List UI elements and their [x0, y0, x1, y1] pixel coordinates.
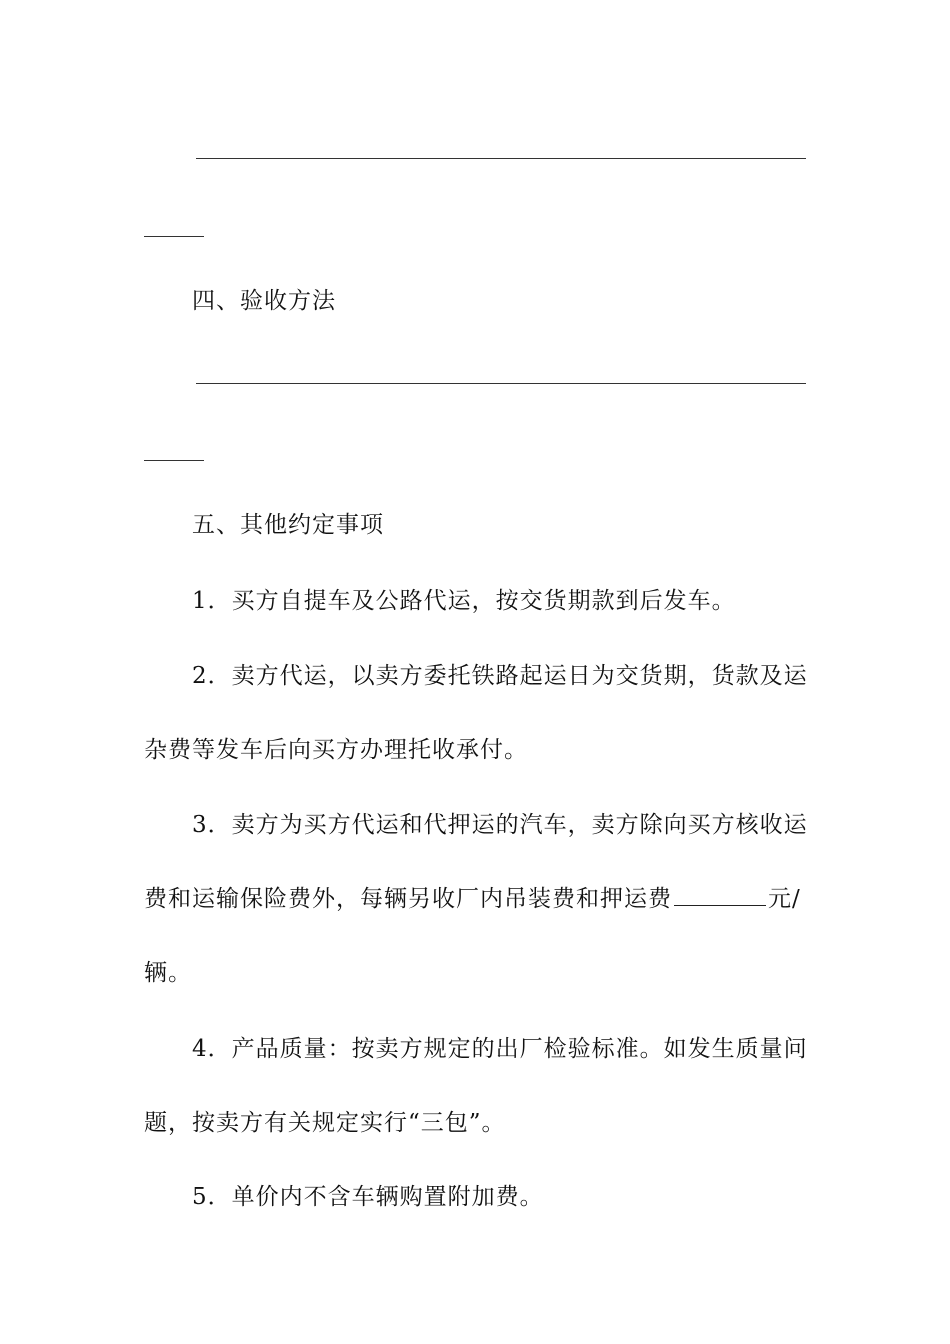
section-5-heading: 五、其他约定事项 — [192, 512, 384, 538]
fill-line-long — [196, 158, 806, 159]
clause-1: 1．买方自提车及公路代运，按交货期款到后发车。 — [192, 588, 736, 614]
clause-3-line-2 — [144, 884, 801, 914]
clause-4-line-1: 4．产品质量：按卖方规定的出厂检验标准。如发生质量问 — [192, 1036, 808, 1062]
fill-line-long — [196, 383, 806, 384]
fill-line-short — [144, 460, 204, 461]
clause-3-line-1: 3．卖方为买方代运和代押运的汽车，卖方除向买方核收运 — [192, 812, 808, 838]
clause-2-line-2: 杂费等发车后向买方办理托收承付。 — [144, 737, 528, 763]
fee-amount-blank[interactable] — [674, 885, 766, 906]
clause-3-unit: 元/ — [768, 886, 801, 912]
clause-5: 5．单价内不含车辆购置附加费。 — [192, 1184, 544, 1210]
fill-line-short — [144, 236, 204, 237]
clause-4-line-2: 题，按卖方有关规定实行“三包”。 — [144, 1110, 506, 1136]
clause-2-line-1: 2．卖方代运，以卖方委托铁路起运日为交货期，货款及运 — [192, 663, 808, 689]
section-4-heading: 四、验收方法 — [192, 288, 336, 314]
clause-3-line-3: 辆。 — [144, 960, 192, 986]
clause-3-line-2-text: 费和运输保险费外，每辆另收厂内吊装费和押运费 — [144, 886, 672, 912]
